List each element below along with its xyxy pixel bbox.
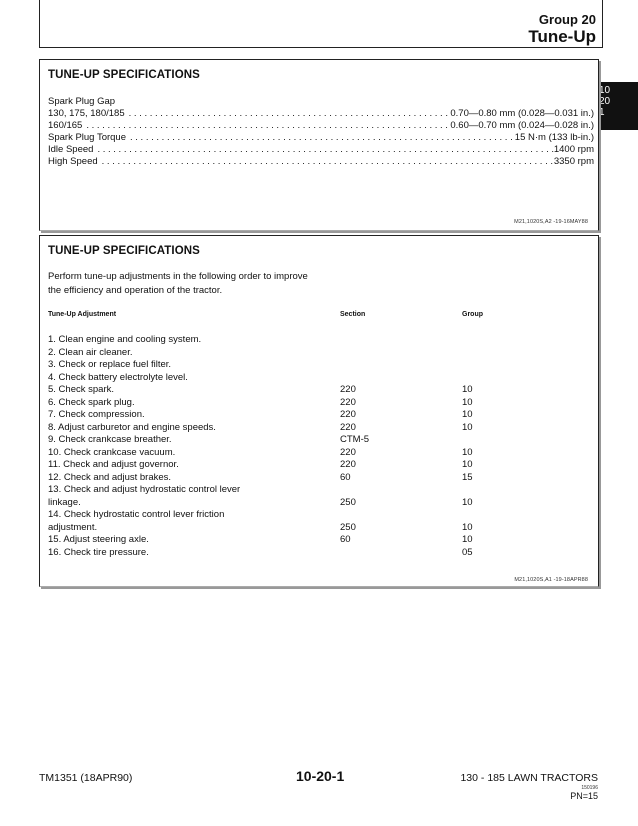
spec-label: 130, 175, 180/185 [48,108,125,119]
adjustment-step: linkage. [48,496,81,508]
footer-page-number: 10-20-1 [296,768,345,784]
group-cell: 10 [462,384,473,395]
adjustment-step: 13. Check and adjust hydrostatic control lever [48,484,241,495]
adjustment-step: 11. Check and adjust governor. [48,459,179,470]
spec-value: 0.60—0.70 mm (0.024—0.028 in.) [450,120,594,131]
section-cell: 220 [340,396,356,408]
section-cell: 220 [340,409,356,420]
spec-box-2-title: TUNE-UP SPECIFICATIONS [48,245,200,257]
group-cell: 10 [462,409,473,420]
spec-line [48,120,594,132]
adjustment-step: 4. Check battery electrolyte level. [48,371,188,383]
spec-line [48,144,594,156]
side-tab-line-3: 1 [599,107,605,118]
column-header-section: Section [340,311,366,318]
adjustment-step: 12. Check and adjust brakes. [48,471,172,483]
adjustment-step: 9. Check crankcase breather. [48,434,172,445]
spec-box-1 [39,59,599,231]
footer-code: 150196 [581,785,598,791]
side-tab-line-1: 10 [599,85,611,96]
section-cell: 220 [340,446,356,458]
spec-label: 160/165 [48,120,83,131]
spec-value: 15 N·m (133 lb-in.) [514,132,594,143]
leader-dots [126,132,515,144]
adjustment-step: 5. Check spark. [48,384,114,395]
leader-dots [125,108,451,120]
footer-manual-id: TM1351 (18APR90) [39,772,133,784]
section-side-tab [598,82,638,130]
adjustment-step: 15. Adjust steering axle. [48,534,149,545]
group-cell: 05 [462,546,473,558]
footer-pn: PN=15 [570,791,598,801]
reference-code: M21,1020S,A1 -19-18APR88 [514,577,588,583]
spec-label: Spark Plug Torque [48,132,126,143]
group-cell: 10 [462,496,473,508]
adjustment-step: 10. Check crankcase vacuum. [48,446,176,458]
page-title: Tune-Up [528,27,596,46]
section-cell: 220 [340,384,356,395]
footer-product: 130 - 185 LAWN TRACTORS [460,772,598,784]
spec-label: Idle Speed [48,144,94,155]
section-cell: 220 [340,421,356,433]
group-label: Group 20 [538,12,596,27]
group-cell: 10 [462,446,473,458]
spec-value: 0.70—0.80 mm (0.028—0.031 in.) [450,108,594,119]
intro-text: Perform tune-up adjustments in the following order to improve the efficiency and operation of the tractor. [48,271,308,296]
section-cell: 220 [340,459,356,470]
header-rule-bottom [39,47,603,48]
leader-dots [93,144,553,156]
adjustment-step: 16. Check tire pressure. [48,546,149,558]
adjustment-step: 7. Check compression. [48,409,145,420]
group-cell: 15 [462,471,473,483]
spec-line [48,156,594,168]
adjustment-step: adjustment. [48,521,98,533]
adjustment-step: 3. Check or replace fuel filter. [48,359,172,370]
section-cell: CTM-5 [340,434,370,445]
group-cell: 10 [462,534,473,545]
spec-value: 3350 rpm [553,156,594,167]
header-rule-left [39,0,40,47]
reference-code: M21,1020S,A2 -19-16MAY88 [514,219,588,225]
side-tab-line-2: 20 [599,96,611,107]
adjustment-step: 14. Check hydrostatic control lever friction [48,509,225,520]
spec-label: High Speed [48,156,98,167]
group-cell: 10 [462,396,473,408]
column-header-adjustment: Tune-Up Adjustment [48,311,117,318]
leader-dots [98,156,554,168]
spec-box-1-title: TUNE-UP SPECIFICATIONS [48,69,200,81]
group-cell: 10 [462,521,473,533]
adjustment-step: 2. Clean air cleaner. [48,346,133,358]
section-cell: 60 [340,534,351,545]
adjustment-step: 8. Adjust carburetor and engine speeds. [48,421,216,433]
group-cell: 10 [462,459,473,470]
adjustment-step: 6. Check spark plug. [48,396,135,408]
group-cell: 10 [462,421,473,433]
section-cell: 60 [340,471,351,483]
spec-line [48,108,594,120]
leader-dots [82,120,450,132]
column-header-group: Group [462,311,483,318]
spec-box-2 [39,235,599,587]
spec-line [48,132,594,144]
adjustment-step: 1. Clean engine and cooling system. [48,334,202,345]
spark-plug-gap-heading: Spark Plug Gap [48,96,116,107]
section-cell: 250 [340,496,356,508]
header-rule-right [602,0,603,47]
section-cell: 250 [340,521,356,533]
spec-value: 1400 rpm [553,144,594,155]
